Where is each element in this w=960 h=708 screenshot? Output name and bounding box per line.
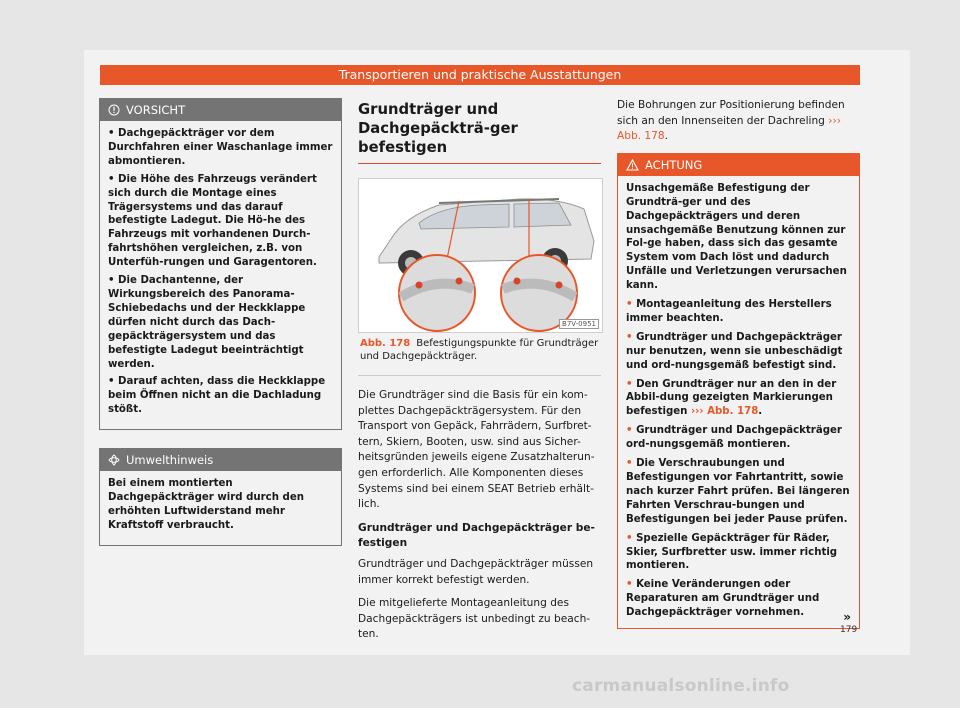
caption-text: Befestigungspunkte für Grundträger und Dachgepäckträger. [360, 338, 599, 362]
subheading: Grundträger und Dachgepäckträger be-festigen [358, 521, 595, 550]
car-roof-figure [358, 178, 603, 333]
bullet: • [626, 378, 633, 390]
figure-caption [358, 338, 601, 376]
achtung-body [618, 176, 859, 628]
column-middle [358, 98, 601, 651]
continue-marker: » [843, 610, 851, 625]
achtung-item-text: Den Grundträger nur an den in der Abbil-dung gezeigten Markierungen befestigen [626, 378, 837, 418]
page-number: 179 [840, 625, 858, 635]
column-left [99, 98, 342, 546]
vorsicht-title: VORSICHT [126, 103, 186, 117]
intro-end: . [664, 130, 669, 143]
vorsicht-item: • Die Dachantenne, der Wirkungsbereich des Panorama-Schiebedachs und der Heckklappe dürfen nicht durch das Dach-gepäckträgersystem und das befestigte Ladegut beeinträchtigt werden. [108, 275, 306, 370]
vorsicht-body [100, 121, 341, 429]
achtung-item-text: Grundträger und Dachgepäckträger nur benutzen, wenn sie unbeschädigt und ord-nungsgemäß befestigt sind. [626, 331, 843, 371]
bullet: • [626, 579, 633, 591]
info-circle-icon [108, 104, 120, 116]
achtung-item [626, 378, 851, 420]
umwelt-title-bar [100, 449, 341, 471]
umwelt-box [99, 448, 342, 546]
vorsicht-item: • Die Höhe des Fahrzeugs verändert sich durch die Montage eines Trägersystems und das darauf befestigte Ladegut. Die Hö-he des Fahrzeugs mit vorhandenen Durch-fahrtshöhen vergleichen, z.B. von Unterfüh-rungen und Garagentoren. [108, 173, 317, 269]
achtung-item [626, 532, 851, 574]
item-end: . [758, 406, 763, 418]
figure-reference-link[interactable]: ››› Abb. 178 [690, 406, 759, 418]
caption-label: Abb. 178 [360, 338, 411, 349]
achtung-item-text: Die Verschraubungen und Befestigungen vor Fahrtantritt, sowie nach kurzer Fahrt prüfen. Bei längeren Fahrten Verschrau-bungen und Befestigungen bei jeder Pause prüfen. [626, 458, 850, 525]
bullet: • [626, 532, 633, 544]
vorsicht-title-bar [100, 99, 341, 121]
umwelt-title: Umwelthinweis [126, 453, 214, 468]
intro-paragraph [617, 98, 860, 145]
bullet: • [626, 458, 633, 470]
column-right [617, 98, 860, 629]
watermark: carmanualsonline.info [572, 676, 790, 696]
achtung-item [626, 457, 851, 527]
achtung-item-text: Grundträger und Dachgepäckträger ord-nungsgemäß montieren. [626, 425, 842, 451]
achtung-lead: Unsachgemäße Befestigung der Grundträ-ger und des Dachgepäckträgers und deren unsachgemäße Benutzung können zur Fol-ge haben, dass sich das gesamte System vom Dach löst und dadurch Unfälle und Verletzungen verursachen kann. [626, 182, 847, 292]
warning-triangle-icon [626, 159, 639, 171]
intro-text: Die Bohrungen zur Positionierung befinden sich an den Innenseiten der Dachreling [617, 99, 845, 127]
umwelt-text: Bei einem montierten Dachgepäckträger wird durch den erhöhten Luftwiderstand mehr Kraftstoff verbraucht. [108, 478, 304, 531]
umwelt-body [100, 471, 341, 545]
achtung-item [626, 424, 851, 452]
paragraph: Die mitgelieferte Montageanleitung des Dachgepäckträgers ist unbedingt zu beach-ten. [358, 597, 591, 641]
figure-id: B7V-0951 [559, 319, 599, 329]
bullet: • [626, 299, 633, 311]
achtung-item-text: Spezielle Gepäckträger für Räder, Skier, Surfbretter usw. immer richtig montieren. [626, 532, 838, 572]
vorsicht-box [99, 98, 342, 430]
paragraph: Die Grundträger sind die Basis für ein kom-plettes Dachgepäckträgersystem. Für den Transport von Gepäck, Fahrrädern, Surfbret-tern, Skiern, Booten, usw. sind aus Sicher-heitsgründen jeweils eigene Zusatzhalterun-gen erforderlich. Alle Komponenten dieses Systems sind bei einem SEAT Betrieb erhält-lich. [358, 389, 595, 511]
section-title: Grundträger und Dachgepäckträ-ger befestigen [358, 98, 601, 164]
bullet: • [626, 425, 633, 437]
vorsicht-item: • Dachgepäckträger vor dem Durchfahren einer Waschanlage immer abmontieren. [108, 128, 333, 167]
leaf-icon [108, 454, 120, 466]
figure-reference-link[interactable]: ››› Abb. 178 [617, 114, 841, 143]
vorsicht-item: • Darauf achten, dass die Heckklappe beim Öffnen nicht an die Dachladung stößt. [108, 376, 326, 416]
achtung-title-bar [618, 154, 859, 176]
bullet: • [626, 331, 633, 343]
page-header: Transportieren und praktische Ausstattungen [100, 65, 860, 85]
car-illustration [359, 179, 602, 332]
achtung-box [617, 153, 860, 629]
achtung-item [626, 298, 851, 326]
achtung-item-text: Keine Veränderungen oder Reparaturen am Grundträger und Dachgepäckträger vornehmen. [626, 579, 820, 619]
achtung-item-text: Montageanleitung des Herstellers immer beachten. [626, 299, 832, 324]
achtung-title: ACHTUNG [645, 157, 703, 172]
paragraph: Grundträger und Dachgepäckträger müssen immer korrekt befestigt werden. [358, 557, 594, 586]
achtung-item [626, 331, 851, 373]
achtung-item [626, 578, 851, 620]
